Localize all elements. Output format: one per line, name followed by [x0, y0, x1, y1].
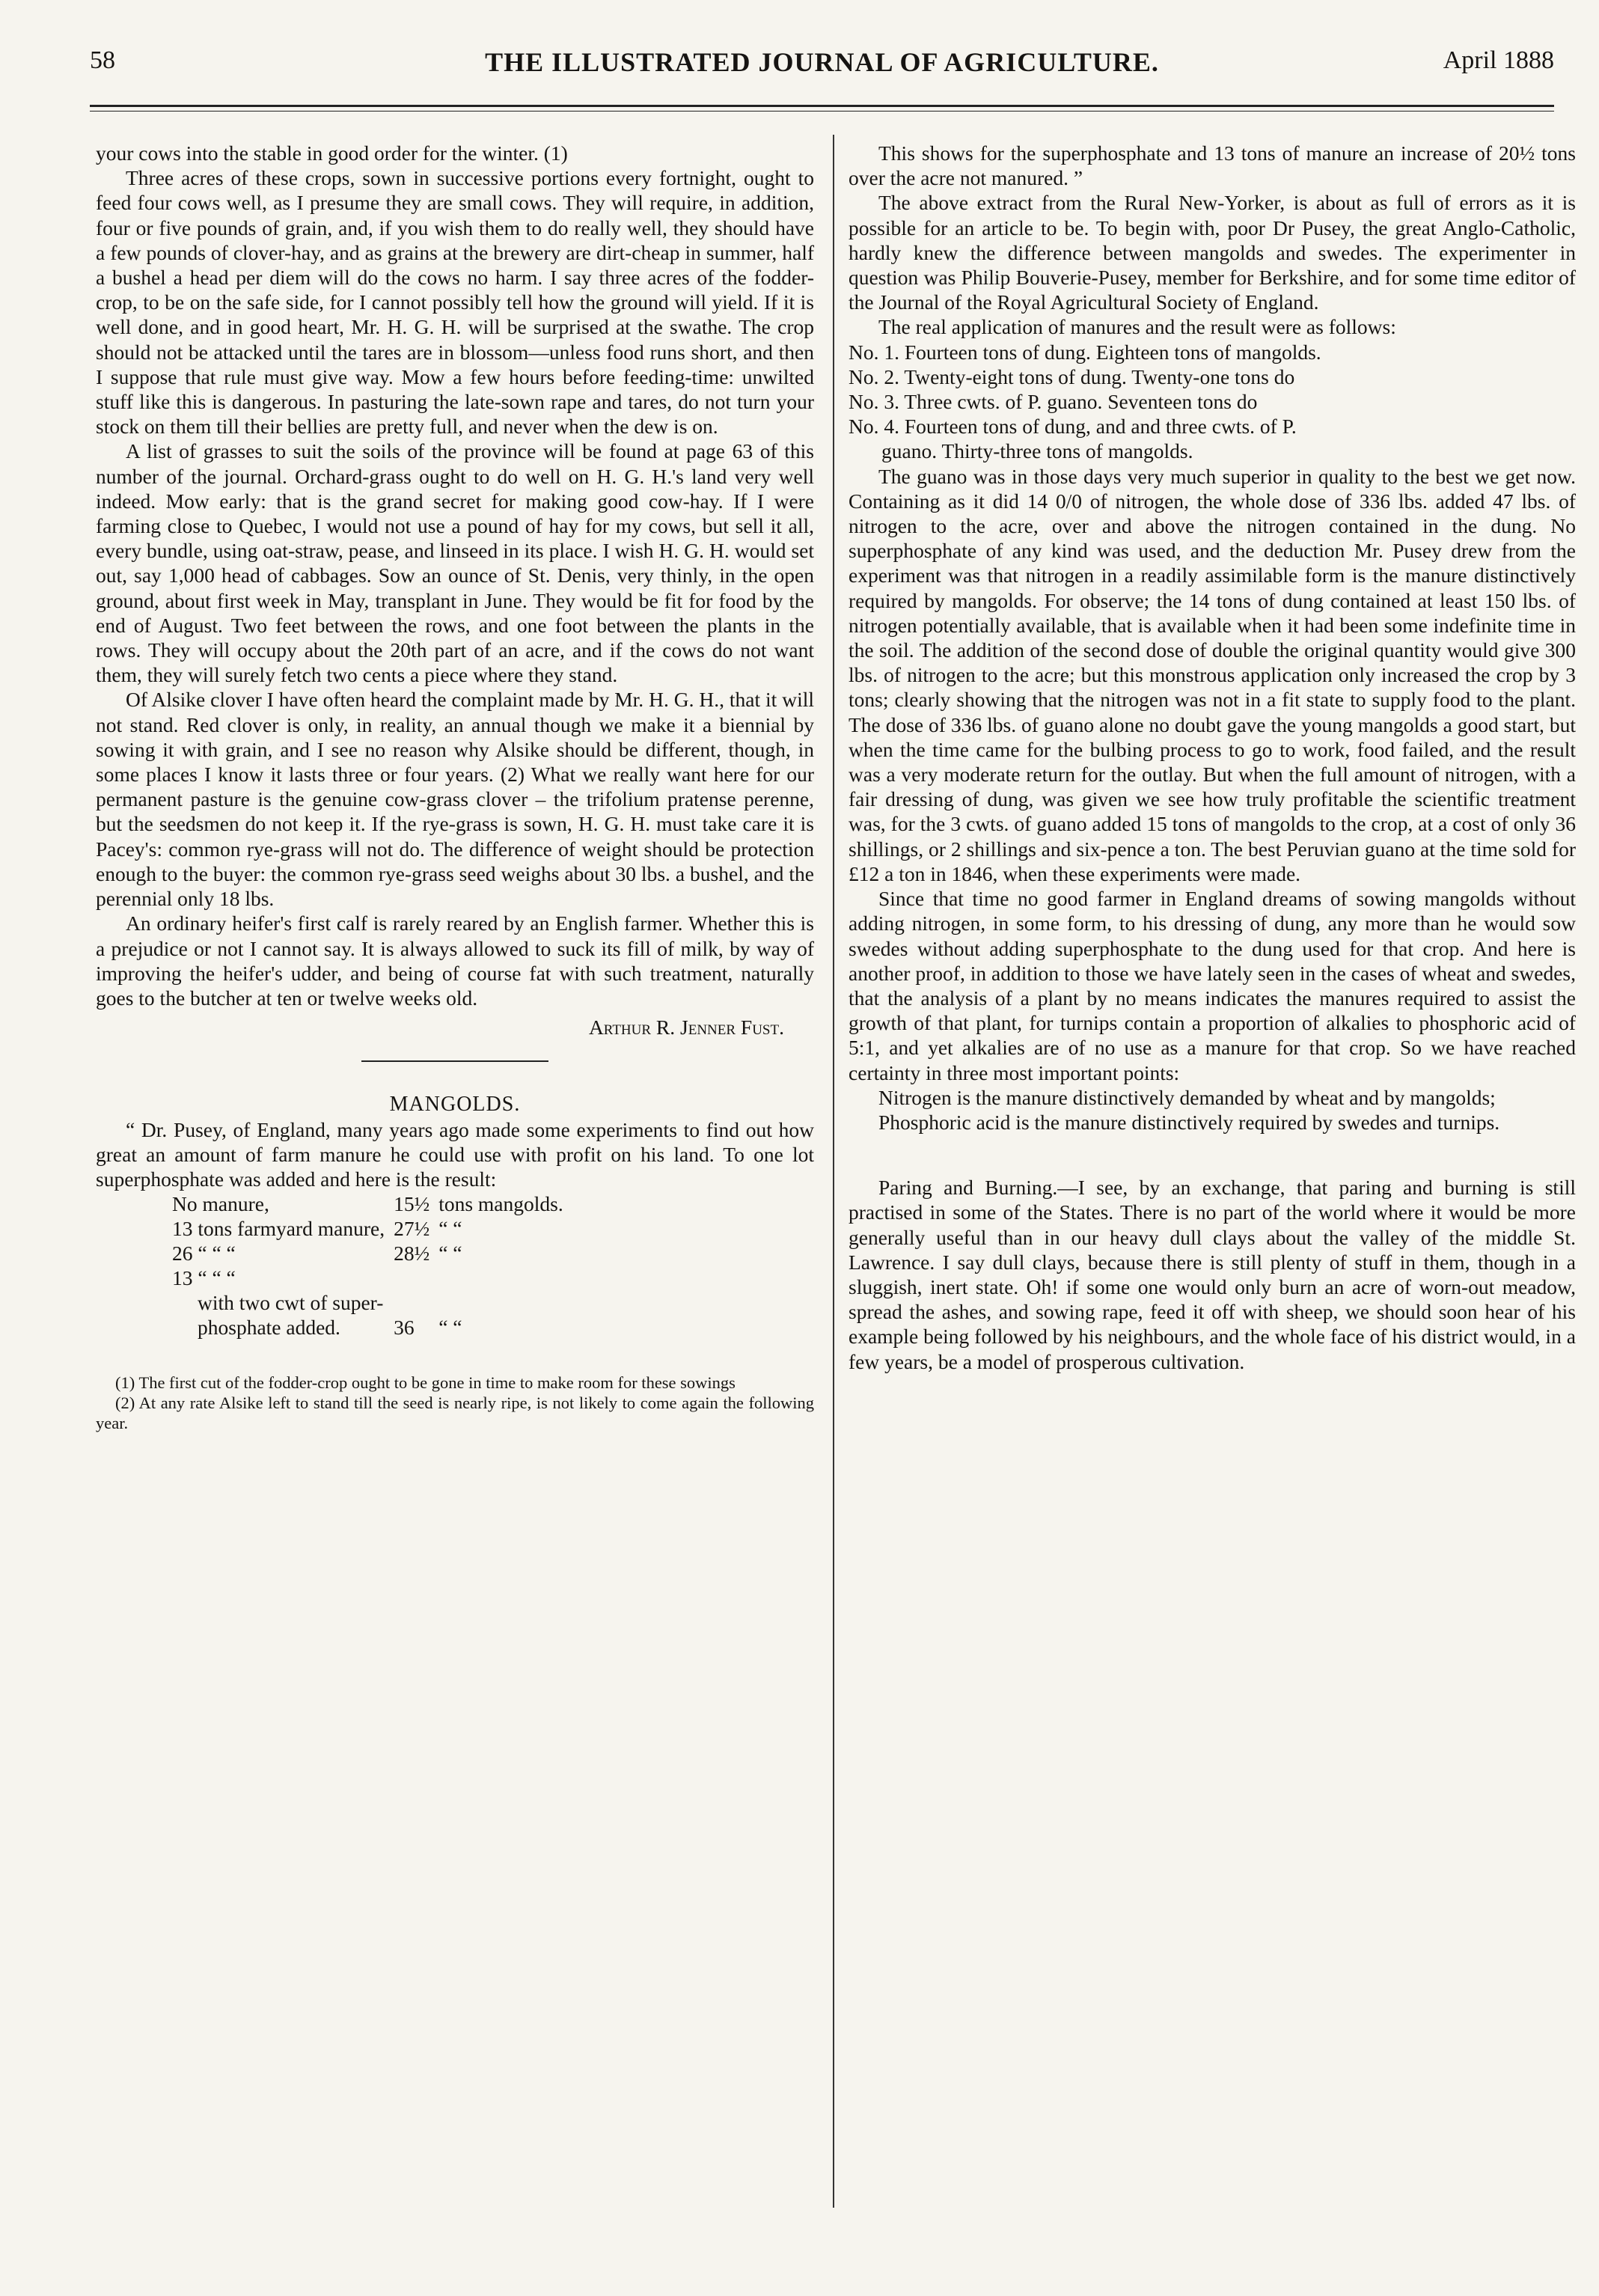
- list-item: No. 4. Fourteen tons of dung, and and three cwts. of P.: [849, 415, 1297, 439]
- table-cell: No manure,: [172, 1192, 269, 1216]
- list-item: guano. Thirty-three tons of mangolds.: [881, 439, 1193, 463]
- table-cell: 36: [394, 1316, 415, 1340]
- table-cell: 27½: [394, 1217, 430, 1241]
- table-cell: phosphate added.: [198, 1316, 340, 1340]
- paragraph: Nitrogen is the manure distinctively demanded by wheat and by mangolds;: [878, 1085, 1496, 1109]
- table-cell: 15½: [394, 1192, 430, 1216]
- results-table: [168, 1191, 568, 1340]
- header-rule-thin: [90, 111, 1554, 112]
- paragraph: “ Dr. Pusey, of England, many years ago made some experiments to find out how great an amount of farm manure he could use with profit on his land. To one lot superphosphate was added and here is the result:: [96, 1117, 814, 1191]
- table-cell: “ “: [438, 1242, 462, 1265]
- list-item: No. 2. Twenty-eight tons of dung. Twenty-one tons do: [849, 364, 1295, 388]
- table-cell: 28½: [394, 1242, 430, 1265]
- paragraph: Of Alsike clover I have often heard the complaint made by Mr. H. G. H., that it will not stand. Red clover is only, in reality, an annual though we make it a biennial by sowing it with grain, and I see no reason why Alsike should be different, though, in some places I know it lasts three or four years. (2) What we really want here for our permanent pasture is the genuine cow-grass clover – the trifolium pratense perenne, but the seedsmen do not keep it. If the rye-grass is sown, H. G. H. must take care it is Pacey's: common rye-grass will not do. The difference of weight should be protection enough to the buyer: the common rye-grass seed weighs about 30 lbs. a bushel, and the perennial only 18 lbs.: [96, 688, 814, 911]
- table-cell: 26 “ “ “: [172, 1242, 236, 1265]
- table-row: [168, 1191, 568, 1216]
- issue-date: April 1888: [1443, 46, 1554, 74]
- table-cell: 13 “ “ “: [172, 1266, 236, 1290]
- header-rule: [90, 105, 1554, 107]
- table-row: [168, 1216, 568, 1241]
- table-cell: “ “: [438, 1217, 462, 1241]
- page-number: 58: [90, 46, 115, 74]
- table-cell: [389, 1265, 434, 1290]
- footnotes: [96, 1373, 814, 1433]
- table-row: [168, 1265, 568, 1290]
- table-row: [168, 1241, 568, 1265]
- right-column: [849, 141, 1576, 1374]
- table-row: [168, 1315, 568, 1340]
- table-cell: tons mangolds.: [438, 1192, 563, 1216]
- table-cell: 13 tons farmyard manure,: [172, 1217, 385, 1241]
- table-cell: with two cwt of super-: [198, 1291, 384, 1315]
- table-cell: “ “: [438, 1316, 462, 1340]
- paragraph: Phosphoric acid is the manure distinctively required by swedes and turnips.: [878, 1110, 1500, 1134]
- journal-title: THE ILLUSTRATED JOURNAL OF AGRICULTURE.: [485, 47, 1159, 77]
- paragraph: Three acres of these crops, sown in successive portions every fortnight, ought to feed four cows well, as I presume they are small cows. They will require, in addition, four or five pounds of grain, and, if you wish them to do really well, they should have a few pounds of clover-hay, and as grains at the brewery are dirt-cheap in summer, half a bushel a head per diem will do the cows no harm. I say three acres of the fodder-crop, to be on the safe side, for I cannot possibly tell how the ground will yield. If it is well done, and in good heart, Mr. H. G. H. will be surprised at the swathe. The crop should not be attacked until the tares are in blossom—unless food runs short, and then I suppose that rule must give way. Mow a few hours before feeding-time: unwilted stuff like this is dangerous. In pasturing the late-sown rape and tares, do not turn your stock on them till their bellies are pretty full, and never when the dew is on.: [96, 166, 814, 439]
- paragraph: Paring and Burning.—I see, by an exchange, that paring and burning is still practised in some of the States. There is no part of the world where it would be more generally useful than in our heavy dull clays about the valley of the middle St. Lawrence. I say dull clays, because there is still plenty of stuff in them, though in a sluggish, inert state. Oh! if some one would only burn an acre of worn-out meadow, spread the ashes, and sowing rape, feed it off with sheep, we should soon hear of his example being followed by his neighbours, and the whole face of his district would, in a few years, be a model of prosperous cultivation.: [849, 1176, 1576, 1373]
- table-cell: [389, 1290, 434, 1315]
- paragraph: A list of grasses to suit the soils of the province will be found at page 63 of this number of the journal. Orchard-grass ought to do well on H. G. H.'s land very well indeed. Mow early: that is the grand secret for making good cow-hay. If I were farming close to Quebec, I would not use a pound of hay for my cows, but sell it all, every bundle, using oat-straw, pease, and linseed in its place. I wish H. G. H. would set out, say 1,000 head of cabbages. Sow an ounce of St. Denis, very thinly, in the open ground, about first week in May, transplant in June. They would be fit for food by the end of August. Two feet between the rows, and one foot between the plants in the rows. They will occupy about the 20th part of an acre, and if the cows do not want them, they will surely fetch two cents a piece where they stand.: [96, 439, 814, 687]
- section-divider: [849, 1135, 1576, 1175]
- column-divider: [833, 135, 834, 2208]
- page-header: [90, 46, 1554, 91]
- paragraph: An ordinary heifer's first calf is rarely reared by an English farmer. Whether this is a prejudice or not I cannot say. It is always allowed to suck its fill of milk, by way of improving the heifer's udder, and being of course fat with such treatment, naturally goes to the butcher at ten or twelve weeks old.: [96, 912, 814, 1010]
- table-row: [168, 1290, 568, 1315]
- footnote: (2) At any rate Alsike left to stand till the seed is nearly ripe, is not likely to come again the following year.: [96, 1393, 814, 1433]
- list-item: No. 3. Three cwts. of P. guano. Seventeen tons do: [849, 390, 1258, 414]
- list-item: No. 1. Fourteen tons of dung. Eighteen tons of mangolds.: [849, 340, 1321, 364]
- paragraph: The guano was in those days very much superior in quality to the best we get now. Containing as it did 14 0/0 of nitrogen, the whole dose of 336 lbs. added 47 lbs. of nitrogen to the acre, over and above the nitrogen contained in the dung. No superphosphate of any kind was used, and the deduction Mr. Pusey drew from the experiment was that nitrogen in a readily assimilable form is the manure distinctively required by mangolds. For observe; the 14 tons of dung contained at least 150 lbs. of nitrogen potentially available, that is available when it had been some indefinite time in the soil. The addition of the second dose of double the original quantity would give 300 lbs. of nitrogen to the acre; but this monstrous application only increased the crop by 3 tons; clearly showing that the nitrogen was not in a fit state to supply food to the plant. The dose of 336 lbs. of guano alone no doubt gave the young mangolds a good start, but when the time came for the bulbing process to go to work, food failed, and the result was a very moderate return for the outlay. But when the full amount of nitrogen, with a fair dressing of dung, was given we see how truly profitable the scientific treatment was, for the 3 cwts. of guano added 15 tons of mangolds to the crop, at a cost of only 36 shillings, or 2 shillings and six-pence a ton. The best Peruvian guano at the time sold for £12 a ton in 1846, when these experiments were made.: [849, 464, 1576, 885]
- paragraph: The real application of manures and the result were as follows:: [878, 315, 1396, 339]
- footnote: (1) The first cut of the fodder-crop ought to be gone in time to make room for these sowings: [115, 1373, 736, 1393]
- table-cell: [434, 1265, 568, 1290]
- paragraph: This shows for the superphosphate and 13 tons of manure an increase of 20½ tons over the acre not manured. ”: [849, 141, 1576, 190]
- table-cell: [434, 1290, 568, 1315]
- paragraph: The above extract from the Rural New-Yorker, is about as full of errors as it is possible for an article to be. To begin with, poor Dr Pusey, the great Anglo-Catholic, hardly knew the difference between mangolds and swedes. The experimenter in question was Philip Bouverie-Pusey, member for Berkshire, and for some time editor of the Journal of the Royal Agricultural Society of England.: [849, 191, 1576, 314]
- author-signature: Arthur R. Jenner Fust.: [588, 1016, 784, 1039]
- section-heading: MANGOLDS.: [389, 1093, 521, 1117]
- paragraph: your cows into the stable in good order for the winter. (1): [96, 141, 568, 165]
- results-list: [849, 340, 1576, 464]
- left-column: [96, 141, 814, 1433]
- paragraph: Since that time no good farmer in England dreams of sowing mangolds without adding nitrogen, in some form, to his dressing of dung, any more than he would sow swedes without adding superphosphate to the dung used for that crop. And here is another proof, in addition to those we have lately seen in the cases of wheat and swedes, that the analysis of a plant by no means indicates the manures required to assist the growth of that plant, for turnips contain a proportion of alkalies to phosphoric acid of 5:1, and yet alkalies are of no use as a manure for that crop. So we have reached certainty in three most important points:: [849, 887, 1576, 1084]
- section-divider: [361, 1060, 548, 1062]
